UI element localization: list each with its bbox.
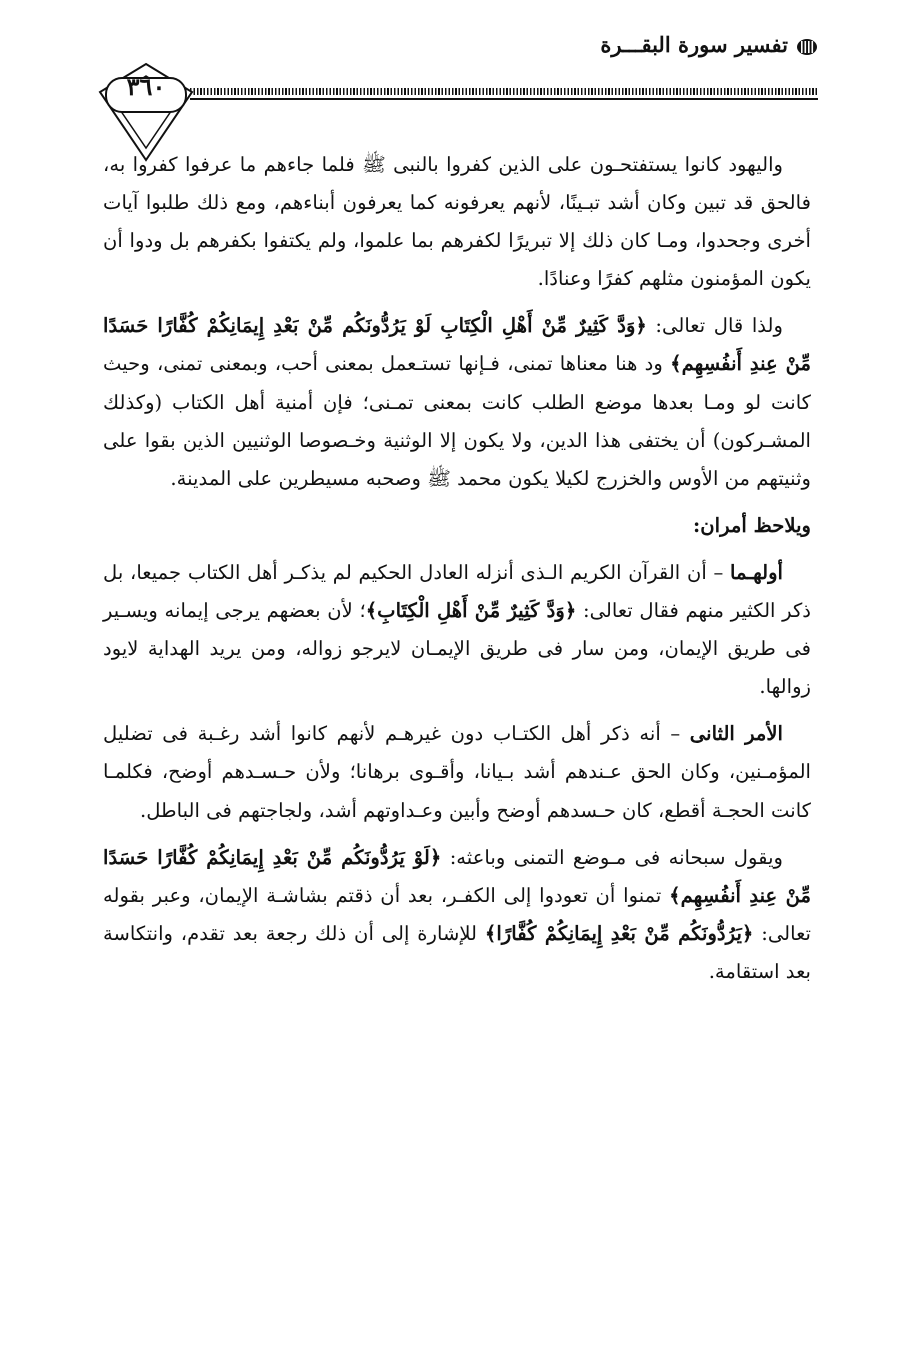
paragraph-5 xyxy=(103,839,811,991)
quran-verse: ﴿يَرُدُّونَكُم مِّنْ بَعْدِ إِيمَانِكُمْ كُفَّارًا﴾ xyxy=(484,921,754,945)
point-one-label: أولهـما xyxy=(730,560,783,584)
quran-verse: ﴿لَوْ يَرُدُّونَكُم مِّنْ بَعْدِ إِيمَانِكُمْ كُفَّارًا حَسَدًا مِّنْ عِندِ أَنفُسِهِم﴾ xyxy=(103,845,811,907)
paragraph-3-intro: – أن القرآن الكريم الـذى أنزله العادل الحكيم لم يذكـر أهل الكتاب جميعا، بل ذكر الكثير منهم فقال تعالى: xyxy=(103,560,812,623)
paragraph-5-ending: للإشارة إلى أن ذلك رجعة بعد تقدم، وانتكاسة بعد استقامة. xyxy=(103,921,811,983)
page-header xyxy=(98,28,818,124)
paragraph-3 xyxy=(103,554,811,706)
paragraph-2-text: ود هنا معناها تمنى، فـإنها تستـعمل بمعنى أحب، وبمعنى تمنى، وحيث كانت لو ومـا بعدها موضع الطلب كانت بمعنى تمـنى؛ فإن أمنية أهل الكتاب (وكذلك المشـركون) أن يختفى هذا الدين، ولا يكون إلا الوثنية وخـصوصا الوثنيين الذين بقوا على وثنيتهم من الأوس والخزرج لكيلا يكون محمد ﷺ وصحبه مسيطرين على المدينة. xyxy=(103,352,811,490)
ornament-icon xyxy=(796,38,818,56)
paragraph-4 xyxy=(103,715,811,829)
paragraph-5-text: تمنوا أن تعودوا إلى الكفـر، بعد أن ذقتم بشاشـة الإيمان، وعبر بقوله تعالى: xyxy=(103,883,811,945)
page-number: ٣٦٠ xyxy=(126,72,166,101)
paragraph-3-text: ؛ لأن بعضهم يرجى إيمانه ويسـير فى طريق الإيمان، ومن سار فى طريق الإيمـان لايرجو زواله، ومن يريد الهداية لايود زوالها. xyxy=(103,599,811,699)
running-title xyxy=(600,32,818,57)
paragraph-1: واليهود كانوا يستفتحـون على الذين كفروا بالنبى ﷺ فلما جاءهم ما عرفوا كفروا به، فالحق قد تبين وكان أشد تبـينًا، لأنهم يعرفونه كما يعرفون أبناءهم، ومع ذلك طلبوا آيات أخرى وجحدوا، ومـا كان ذلك إلا تبريرًا لكفرهم بما علموا، ولم يكتفوا بكفرهم بل ودوا أن يكون المؤمنون مثلهم كفرًا وعنادًا. xyxy=(103,153,811,291)
section-heading: ويلاحظ أمران: xyxy=(693,513,811,537)
surah-title-text: تفسير سورة البقـــرة xyxy=(600,32,788,57)
quran-verse: ﴿وَدَّ كَثِيرٌ مِّنْ أَهْلِ الْكِتَابِ لَوْ يَرُدُّونَكُم مِّنْ بَعْدِ إِيمَانِكُمْ كُفَّارًا حَسَدًا مِّنْ عِندِ أَنفُسِهِم﴾ xyxy=(103,314,811,376)
header-rule xyxy=(190,88,818,95)
paragraph-2 xyxy=(103,307,811,497)
paragraph-2-intro: ولذا قال تعالى: xyxy=(646,314,783,338)
paragraph-5-intro: ويقول سبحانه فى مـوضع التمنى وباعثه: xyxy=(441,845,783,869)
quran-verse: ﴿وَدَّ كَثِيرٌ مِّنْ أَهْلِ الْكِتَابِ﴾ xyxy=(365,599,577,623)
paragraph-4-text: – أنه ذكر أهل الكتـاب دون غيرهـم لأنهم كانوا أشد رغـبة فى تضليل المؤمـنين، وكان الحق عـندهم أشد بـيانا، وأقـوى برهانا؛ ولأن حـسـدهم أوضح، فكلمـا كانت الحجـة أقطع، كان حـسدهم أوضح وأبين وعـداوتهم أشد، ولجاجتهم فى الباطل. xyxy=(103,722,811,822)
point-two-label: الأمر الثانى xyxy=(689,722,783,746)
page-body xyxy=(103,146,811,1000)
header-rule-line xyxy=(190,98,818,100)
